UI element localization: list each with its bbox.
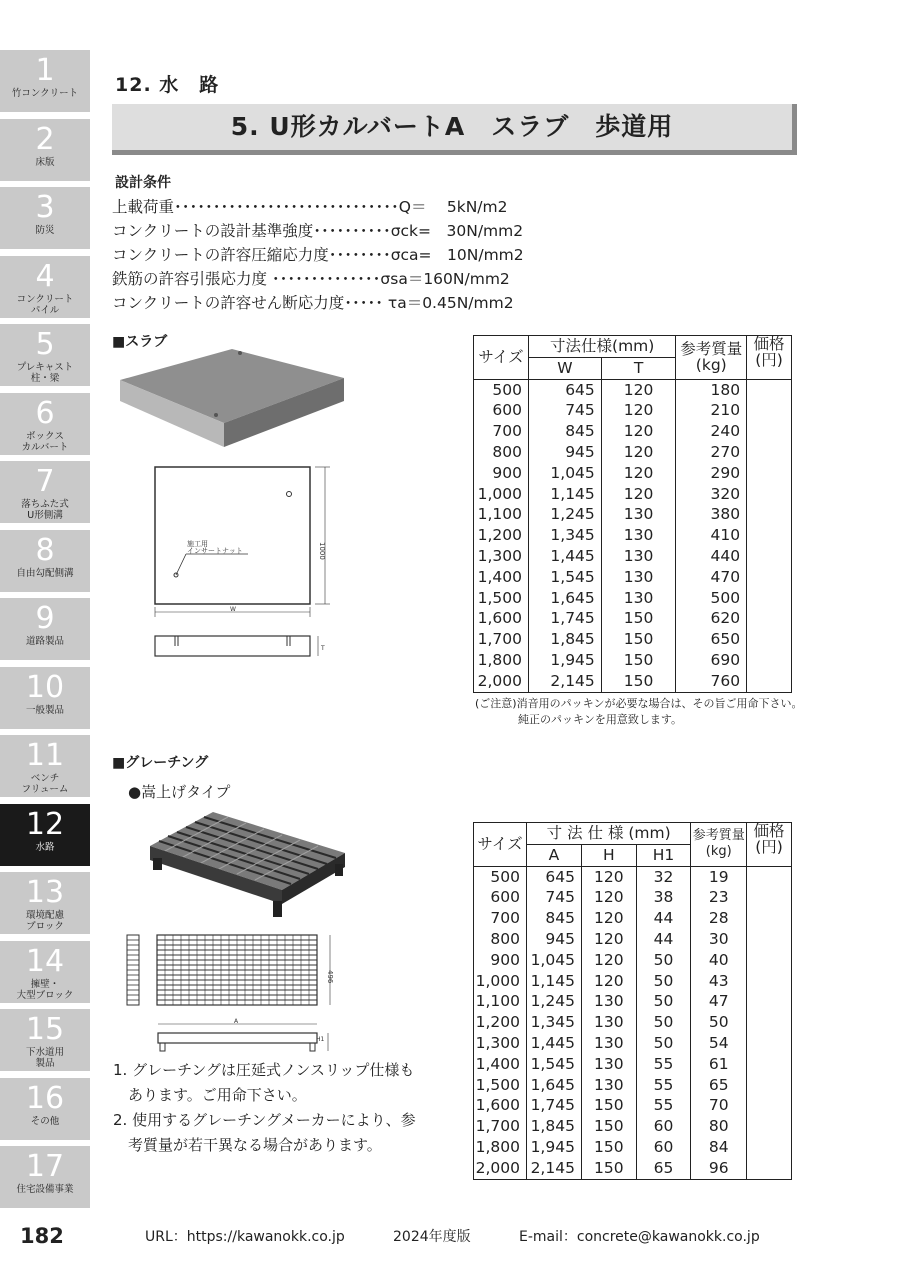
table-cell: 60 — [636, 1116, 691, 1137]
tab-number: 5 — [35, 327, 55, 362]
tab-number: 15 — [25, 1012, 65, 1047]
table-cell: 645 — [526, 866, 581, 887]
table-cell: 410 — [676, 525, 747, 546]
dim-w: W — [230, 606, 236, 613]
table-cell: 1,000 — [474, 971, 527, 992]
table-cell: 945 — [528, 442, 601, 463]
header-price: 価格 (円) — [747, 823, 792, 867]
table-row — [474, 1095, 792, 1116]
footer-edition: 2024年度版 — [393, 1229, 471, 1245]
table-cell: 120 — [581, 908, 636, 929]
header-t: T — [601, 357, 676, 379]
table-cell: 150 — [601, 608, 676, 629]
header-mass: 参考質量 (kg) — [676, 336, 747, 380]
table-cell: 700 — [474, 908, 527, 929]
table-cell: 470 — [676, 567, 747, 588]
table-cell: 150 — [581, 1158, 636, 1179]
table-cell: 290 — [676, 463, 747, 484]
sidebar-tab-4[interactable] — [0, 256, 90, 318]
table-row — [474, 908, 792, 929]
footer-url[interactable]: URL：https://kawanokk.co.jp — [145, 1229, 345, 1245]
table-cell: 1,600 — [474, 608, 529, 629]
tab-label: 水路 — [35, 841, 55, 853]
table-cell: 745 — [526, 887, 581, 908]
tab-number: 6 — [35, 395, 55, 431]
condition-line: 鉄筋の許容引張応力度 ･･････････････σsa＝160N/mm2 — [112, 270, 510, 288]
tab-number: 4 — [35, 258, 55, 294]
tab-number: 16 — [25, 1080, 65, 1116]
slab-section-drawing — [150, 630, 335, 662]
table-row — [474, 629, 792, 650]
grating-subheading: ●嵩上げタイプ — [128, 783, 231, 801]
table-cell: 1,845 — [528, 629, 601, 650]
table-cell: 600 — [474, 887, 527, 908]
table-cell: 380 — [676, 504, 747, 525]
tab-number: 2 — [35, 121, 55, 157]
table-cell: 50 — [636, 991, 691, 1012]
page-number: 182 — [20, 1224, 64, 1248]
table-cell: 1,045 — [528, 463, 601, 484]
table-cell: 1,500 — [474, 588, 529, 609]
dim-h1: H1 — [316, 1036, 325, 1043]
price-cell — [747, 379, 792, 692]
tab-number: 9 — [35, 601, 55, 636]
tab-label: コンクリート パイル — [16, 293, 74, 316]
sidebar-tab-12[interactable] — [0, 804, 90, 866]
table-row — [474, 887, 792, 908]
table-cell: 130 — [601, 546, 676, 567]
table-cell: 43 — [691, 971, 747, 992]
table-cell: 120 — [581, 950, 636, 971]
table-cell: 70 — [691, 1095, 747, 1116]
table-cell: 96 — [691, 1158, 747, 1179]
dim-1000: 1000 — [318, 542, 326, 560]
table-cell: 320 — [676, 484, 747, 505]
table-row — [474, 588, 792, 609]
grating-spec-table — [473, 822, 792, 1180]
table-cell: 130 — [581, 1033, 636, 1054]
table-cell: 50 — [636, 950, 691, 971]
grating-plan-drawing — [122, 930, 344, 1010]
table-cell: 120 — [601, 400, 676, 421]
table-row — [474, 1033, 792, 1054]
table-row — [474, 650, 792, 671]
table-cell: 2,145 — [526, 1158, 581, 1179]
table-cell: 47 — [691, 991, 747, 1012]
sidebar-tab-17[interactable] — [0, 1146, 90, 1208]
table-cell: 745 — [528, 400, 601, 421]
table-cell: 50 — [636, 1033, 691, 1054]
table-cell: 180 — [676, 379, 747, 400]
condition-line: コンクリートの設計基準強度･･････････σck= 30N/mm2 — [112, 222, 524, 240]
table-cell: 210 — [676, 400, 747, 421]
title-bar — [112, 104, 797, 155]
grating-note: あります。ご用命下さい。 — [113, 1086, 307, 1104]
table-cell: 65 — [636, 1158, 691, 1179]
table-cell: 650 — [676, 629, 747, 650]
table-cell: 55 — [636, 1075, 691, 1096]
condition-line: 上載荷重･････････････････････････････Q＝ 5kN/m2 — [112, 198, 508, 216]
tab-label: 自由勾配側溝 — [16, 567, 74, 579]
header-dims: 寸法仕様(mm) — [528, 336, 675, 358]
table-cell: 1,445 — [526, 1033, 581, 1054]
table-cell: 1,700 — [474, 1116, 527, 1137]
table-row — [474, 463, 792, 484]
table-cell: 1,345 — [526, 1012, 581, 1033]
table-row — [474, 929, 792, 950]
table-cell: 1,945 — [526, 1137, 581, 1158]
condition-line: コンクリートの許容圧縮応力度････････σca= 10N/mm2 — [112, 246, 524, 264]
table-cell: 44 — [636, 908, 691, 929]
tab-number: 12 — [25, 806, 65, 842]
table-cell: 28 — [691, 908, 747, 929]
table-cell: 150 — [601, 650, 676, 671]
sidebar-tab-14[interactable] — [0, 941, 90, 1003]
tab-label: 環境配慮 ブロック — [25, 910, 64, 932]
table-row — [474, 1137, 792, 1158]
slab-heading: ■スラブ — [112, 334, 168, 350]
table-cell: 1,400 — [474, 567, 529, 588]
table-row — [474, 1012, 792, 1033]
tab-number: 1 — [35, 53, 55, 88]
tab-label: その他 — [30, 1115, 60, 1127]
tab-number: 3 — [35, 190, 55, 225]
tab-label: 下水道用 製品 — [25, 1047, 64, 1069]
conditions-heading: 設計条件 — [115, 175, 171, 191]
table-row — [474, 1116, 792, 1137]
sidebar-tab-5[interactable] — [0, 324, 90, 386]
table-cell: 800 — [474, 929, 527, 950]
table-cell: 700 — [474, 421, 529, 442]
dim-a: A — [234, 1018, 239, 1025]
table-cell: 1,645 — [526, 1075, 581, 1096]
drawing-label-insert: 施工用 — [187, 540, 208, 548]
header-h: H — [581, 844, 636, 866]
table-cell: 80 — [691, 1116, 747, 1137]
condition-line: コンクリートの許容せん断応力度･････ τa＝0.45N/mm2 — [112, 294, 514, 312]
table-cell: 1,100 — [474, 504, 529, 525]
table-cell: 600 — [474, 400, 529, 421]
table-cell: 760 — [676, 671, 747, 692]
table-cell: 130 — [601, 525, 676, 546]
table-cell: 61 — [691, 1054, 747, 1075]
table-cell: 1,300 — [474, 546, 529, 567]
table-cell: 1,300 — [474, 1033, 527, 1054]
table-cell: 120 — [581, 971, 636, 992]
tab-number: 17 — [25, 1149, 65, 1184]
table-row — [474, 379, 792, 400]
table-cell: 65 — [691, 1075, 747, 1096]
tab-label: 住宅設備事業 — [16, 1184, 74, 1195]
grating-note: 2. 使用するグレーチングメーカーにより、参 — [113, 1111, 416, 1129]
table-cell: 1,400 — [474, 1054, 527, 1075]
sidebar-tab-15[interactable] — [0, 1009, 90, 1071]
table-cell: 645 — [528, 379, 601, 400]
slab-render — [112, 345, 352, 455]
table-cell: 620 — [676, 608, 747, 629]
table-cell: 1,800 — [474, 650, 529, 671]
table-cell: 1,145 — [528, 484, 601, 505]
table-row — [474, 525, 792, 546]
table-cell: 38 — [636, 887, 691, 908]
table-cell: 30 — [691, 929, 747, 950]
table-cell: 1,545 — [526, 1054, 581, 1075]
table-cell: 1,345 — [528, 525, 601, 546]
table-cell: 120 — [601, 463, 676, 484]
table-row — [474, 546, 792, 567]
grating-note: 1. グレーチングは圧延式ノンスリップ仕様も — [113, 1061, 415, 1079]
table-cell: 690 — [676, 650, 747, 671]
table-cell: 23 — [691, 887, 747, 908]
table-cell: 50 — [636, 1012, 691, 1033]
table-row — [474, 504, 792, 525]
table-cell: 900 — [474, 950, 527, 971]
grating-note: 考質量が若干異なる場合があります。 — [113, 1136, 382, 1154]
sidebar-tab-13[interactable] — [0, 872, 90, 934]
sidebar-tab-8[interactable] — [0, 530, 90, 592]
header-size: サイズ — [474, 336, 529, 380]
table-cell: 1,245 — [528, 504, 601, 525]
table-cell: 120 — [581, 887, 636, 908]
table-cell: 1,645 — [528, 588, 601, 609]
table-row — [474, 866, 792, 887]
tab-label: 一般製品 — [25, 704, 64, 716]
table-cell: 130 — [581, 991, 636, 1012]
table-cell: 1,500 — [474, 1075, 527, 1096]
table-cell: 130 — [581, 1054, 636, 1075]
table-cell: 1,200 — [474, 525, 529, 546]
drawing-label-nut: インサートナット — [187, 547, 243, 555]
tab-number: 7 — [35, 464, 55, 499]
table-cell: 150 — [581, 1137, 636, 1158]
grating-notes — [113, 1058, 416, 1158]
table-cell: 54 — [691, 1033, 747, 1054]
grating-section-drawing — [150, 1015, 340, 1057]
table-row — [474, 1075, 792, 1096]
table-cell: 120 — [601, 442, 676, 463]
tab-label: 防災 — [35, 225, 55, 236]
slab-spec-table — [473, 335, 792, 693]
table-cell: 120 — [601, 484, 676, 505]
table-cell: 1,745 — [526, 1095, 581, 1116]
dim-t: T — [321, 645, 325, 652]
table-cell: 845 — [526, 908, 581, 929]
table-row — [474, 950, 792, 971]
table-cell: 1,145 — [526, 971, 581, 992]
sidebar-tab-7[interactable] — [0, 461, 90, 523]
table-cell: 1,200 — [474, 1012, 527, 1033]
table-cell: 150 — [581, 1116, 636, 1137]
table-cell: 150 — [601, 629, 676, 650]
table-row — [474, 442, 792, 463]
table-cell: 40 — [691, 950, 747, 971]
table-cell: 55 — [636, 1095, 691, 1116]
table-cell: 130 — [601, 567, 676, 588]
tab-label: 竹コンクリート — [11, 88, 79, 99]
table-cell: 1,100 — [474, 991, 527, 1012]
table-cell: 32 — [636, 866, 691, 887]
tab-label: ベンチ フリューム — [21, 773, 69, 795]
table-cell: 1,845 — [526, 1116, 581, 1137]
header-w: W — [528, 357, 601, 379]
tab-label: 道路製品 — [25, 636, 64, 647]
sidebar-tab-2[interactable] — [0, 119, 90, 181]
tab-number: 10 — [25, 669, 65, 705]
table-cell: 120 — [601, 421, 676, 442]
tab-number: 14 — [25, 943, 65, 979]
table-cell: 1,545 — [528, 567, 601, 588]
table-cell: 130 — [601, 504, 676, 525]
table-cell: 120 — [581, 929, 636, 950]
table-cell: 130 — [601, 588, 676, 609]
table-cell: 44 — [636, 929, 691, 950]
tab-label: ボックス カルバート — [21, 430, 69, 453]
sidebar-tab-9[interactable] — [0, 598, 90, 660]
table-cell: 800 — [474, 442, 529, 463]
table-cell: 1,700 — [474, 629, 529, 650]
table-cell: 945 — [526, 929, 581, 950]
slab-note-1: (ご注意)消音用のパッキンが必要な場合は、その旨ご用命下さい。 — [475, 697, 803, 710]
sidebar-tab-6[interactable] — [0, 393, 90, 455]
tab-label: 擁壁・ 大型ブロック — [16, 978, 74, 1001]
table-cell: 50 — [636, 971, 691, 992]
table-cell: 150 — [581, 1095, 636, 1116]
table-row — [474, 421, 792, 442]
table-cell: 120 — [581, 866, 636, 887]
table-row — [474, 1054, 792, 1075]
tab-number: 13 — [25, 875, 65, 910]
dim-496: 496 — [326, 970, 334, 984]
table-cell: 60 — [636, 1137, 691, 1158]
table-cell: 130 — [581, 1012, 636, 1033]
table-cell: 150 — [601, 671, 676, 692]
table-cell: 500 — [474, 866, 527, 887]
page-title: 5. U形カルバートA スラブ 歩道用 — [230, 112, 674, 141]
table-cell: 240 — [676, 421, 747, 442]
table-cell: 500 — [474, 379, 529, 400]
table-row — [474, 991, 792, 1012]
table-cell: 1,945 — [528, 650, 601, 671]
table-row — [474, 400, 792, 421]
table-cell: 1,745 — [528, 608, 601, 629]
table-cell: 1,445 — [528, 546, 601, 567]
header-dims: 寸 法 仕 様 (mm) — [526, 823, 690, 845]
sidebar-tab-3[interactable] — [0, 187, 90, 249]
tab-number: 11 — [25, 738, 65, 773]
table-cell: 1,000 — [474, 484, 529, 505]
table-cell: 19 — [691, 866, 747, 887]
table-cell: 1,245 — [526, 991, 581, 1012]
tab-label: 床版 — [35, 156, 55, 168]
sidebar-tab-1[interactable] — [0, 50, 90, 112]
table-row — [474, 567, 792, 588]
table-cell: 440 — [676, 546, 747, 567]
header-size: サイズ — [474, 823, 527, 867]
table-cell: 1,600 — [474, 1095, 527, 1116]
header-a: A — [526, 844, 581, 866]
grating-render — [145, 808, 350, 923]
tab-label: 落ちふた式 U形側溝 — [21, 499, 69, 521]
tab-number: 8 — [35, 532, 55, 568]
table-cell: 2,000 — [474, 1158, 527, 1179]
table-cell: 270 — [676, 442, 747, 463]
table-cell: 1,800 — [474, 1137, 527, 1158]
table-cell: 130 — [581, 1075, 636, 1096]
table-cell: 50 — [691, 1012, 747, 1033]
table-row — [474, 671, 792, 692]
table-cell: 2,000 — [474, 671, 529, 692]
header-mass: 参考質量 (kg) — [691, 823, 747, 867]
table-cell: 84 — [691, 1137, 747, 1158]
slab-note-2: 純正のパッキンを用意致します。 — [518, 713, 683, 726]
sidebar-tab-16[interactable] — [0, 1078, 90, 1140]
table-cell: 120 — [601, 379, 676, 400]
grating-heading: ■グレーチング — [112, 755, 209, 771]
sidebar-tab-10[interactable] — [0, 667, 90, 729]
slab-plan-drawing — [150, 462, 335, 627]
table-cell: 500 — [676, 588, 747, 609]
table-row — [474, 608, 792, 629]
sidebar-tab-11[interactable] — [0, 735, 90, 797]
footer-email[interactable]: E-mail：concrete@kawanokk.co.jp — [519, 1229, 760, 1245]
table-row — [474, 971, 792, 992]
table-cell: 1,045 — [526, 950, 581, 971]
tab-label: プレキャスト 柱・梁 — [16, 362, 74, 384]
table-cell: 845 — [528, 421, 601, 442]
section-heading: 12. 水 路 — [115, 74, 220, 96]
table-row — [474, 1158, 792, 1179]
table-cell: 900 — [474, 463, 529, 484]
table-cell: 2,145 — [528, 671, 601, 692]
price-cell — [747, 866, 792, 1179]
header-h1: H1 — [636, 844, 691, 866]
table-cell: 55 — [636, 1054, 691, 1075]
table-row — [474, 484, 792, 505]
header-price: 価格 (円) — [747, 336, 792, 380]
